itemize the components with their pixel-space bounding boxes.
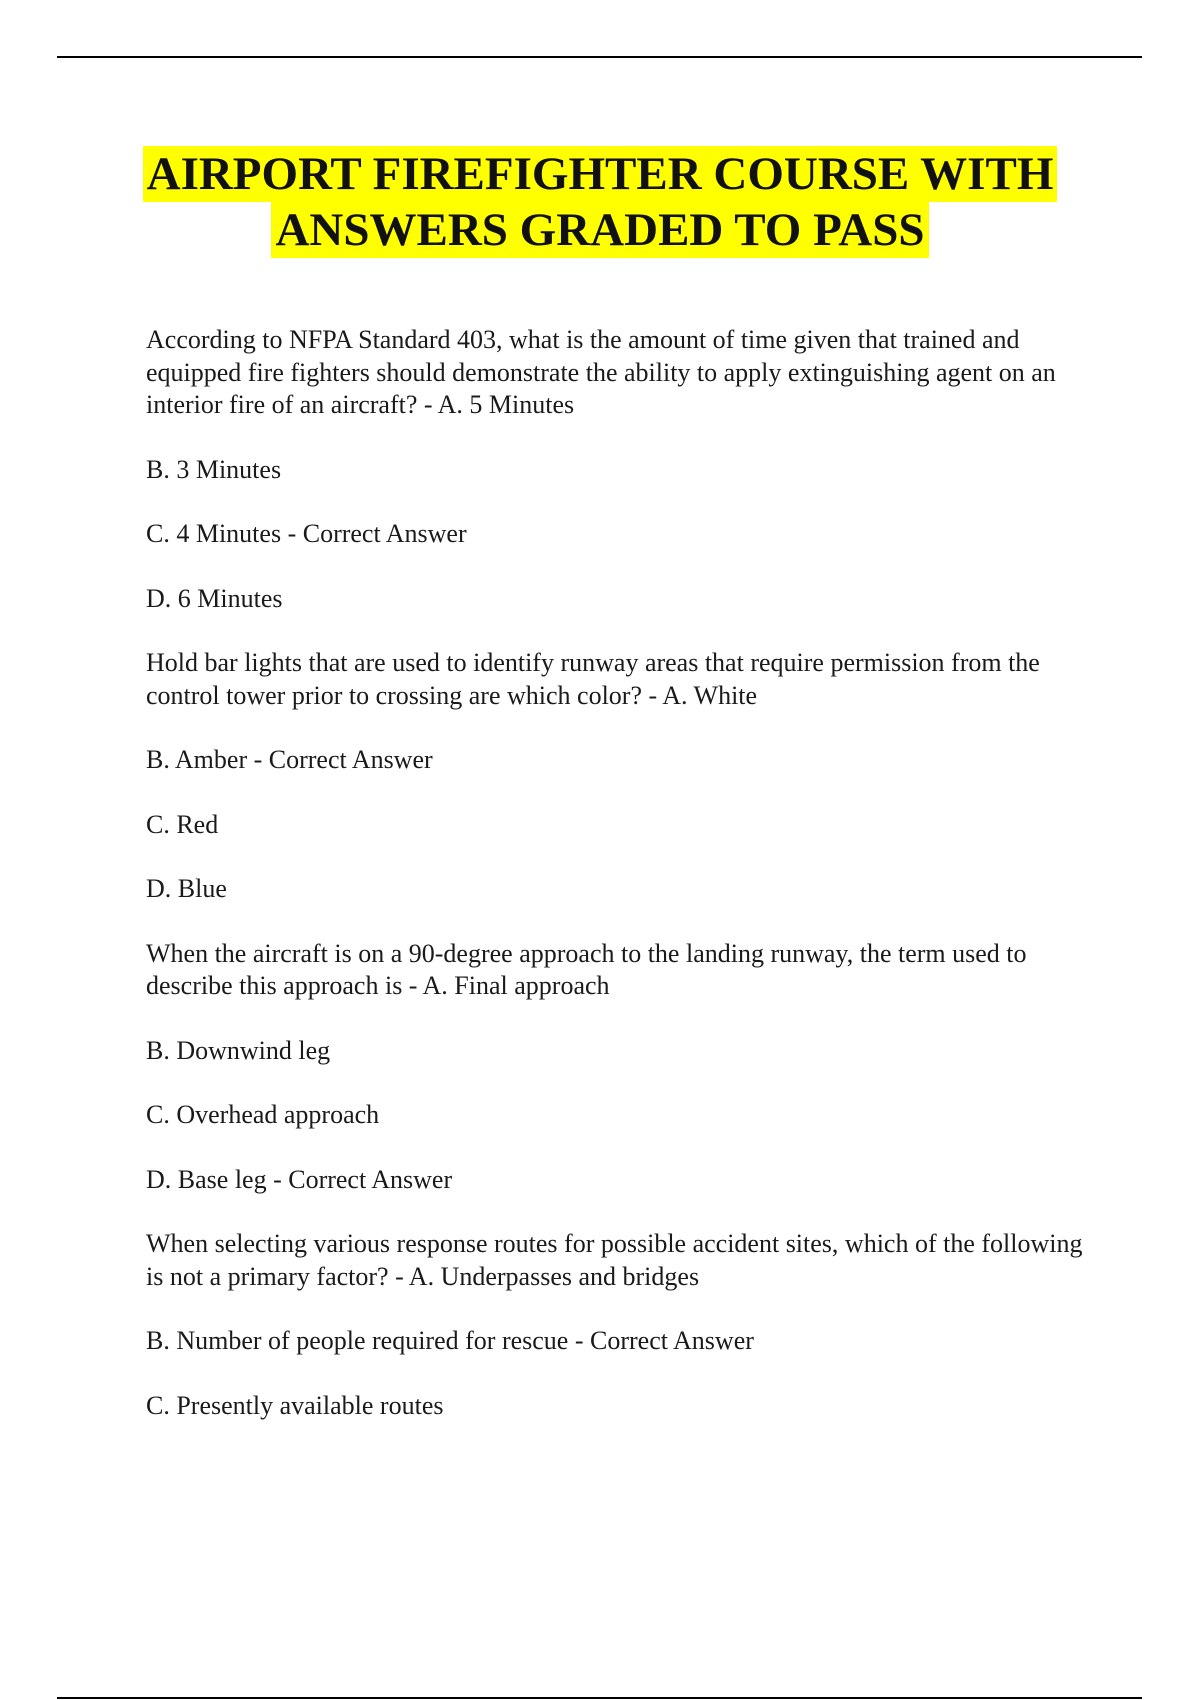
option-3c: C. Overhead approach bbox=[146, 1100, 380, 1129]
header-rule bbox=[57, 56, 1142, 58]
option-1d: D. 6 Minutes bbox=[146, 583, 283, 613]
footer-rule bbox=[57, 1697, 1142, 1699]
option-2c: C. Red bbox=[146, 809, 219, 839]
question-3: When the aircraft is on a 90-degree approach to the landing runway, the term used to describe this approach is - A. Final approach bbox=[146, 938, 1027, 1000]
document-body bbox=[146, 324, 1106, 1454]
option-2d: D. Blue bbox=[146, 874, 227, 903]
option-2b: B. Amber - Correct Answer bbox=[146, 745, 433, 774]
option-1b: B. 3 Minutes bbox=[146, 454, 282, 484]
question-4: When selecting various response routes for possible accident sites, which of the following is not a primary factor? - A. Underpasses and bridges bbox=[146, 1229, 1083, 1291]
title-line-1: AIRPORT FIREFIGHTER COURSE WITH bbox=[143, 146, 1058, 202]
document-title bbox=[0, 146, 1200, 258]
option-3b: B. Downwind leg bbox=[146, 1035, 331, 1065]
option-1c: C. 4 Minutes - Correct Answer bbox=[146, 519, 467, 548]
question-1: According to NFPA Standard 403, what is the amount of time given that trained and equipped fire fighters should demonstrate the ability to apply extinguishing agent on an interior fire of an aircraft? - A. 5 Minutes bbox=[146, 325, 1056, 419]
option-4c: C. Presently available routes bbox=[146, 1390, 444, 1420]
option-4b: B. Number of people required for rescue - Correct Answer bbox=[146, 1326, 754, 1355]
question-2: Hold bar lights that are used to identify runway areas that require permission from the control tower prior to crossing are which color? - A. White bbox=[146, 648, 1040, 710]
title-line-2: ANSWERS GRADED TO PASS bbox=[271, 202, 928, 258]
option-3d: D. Base leg - Correct Answer bbox=[146, 1164, 453, 1194]
